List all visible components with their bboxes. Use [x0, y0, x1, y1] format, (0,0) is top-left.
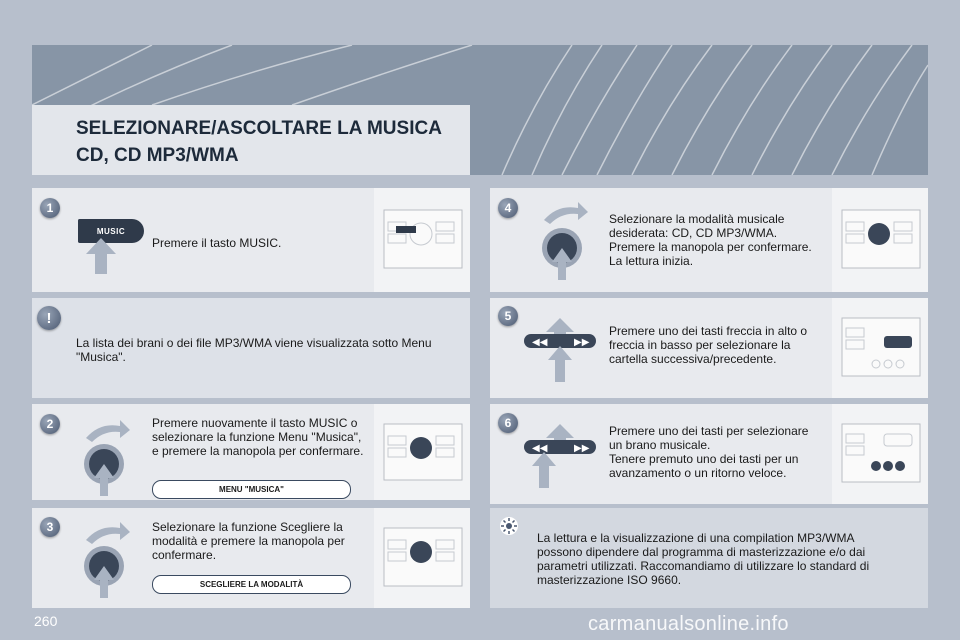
step-1-text: Premere il tasto MUSIC. — [152, 236, 282, 250]
svg-text:▶▶: ▶▶ — [574, 443, 590, 454]
radio-image-1 — [374, 188, 470, 292]
page-number: 260 — [34, 613, 58, 629]
rotary-knob-icon — [78, 418, 134, 496]
warning-badge: ! — [37, 306, 61, 330]
arrow-keys-icon — [520, 424, 600, 488]
step-6-badge: 6 — [498, 413, 518, 433]
radio-image-6 — [832, 404, 928, 504]
radio-image-4 — [832, 188, 928, 292]
step-4-text: Selezionare la modalità musicale desiderata: CD, CD MP3/WMA. Premere la manopola per confermare. La lettura inizia. — [609, 212, 812, 268]
page-title: SELEZIONARE/ASCOLTARE LA MUSICA — [76, 118, 442, 139]
rotary-knob-icon — [536, 200, 592, 280]
page-subtitle: CD, CD MP3/WMA — [76, 145, 239, 166]
step-5-badge: 5 — [498, 306, 518, 326]
svg-text:▶▶: ▶▶ — [574, 337, 590, 348]
step-2-text: Premere nuovamente il tasto MUSIC o selezionare la funzione Menu "Musica", e premere la manopola per confermare. — [152, 416, 364, 458]
radio-panel-icon — [832, 404, 928, 504]
radio-image-2 — [374, 404, 470, 500]
step-4-badge: 4 — [498, 198, 518, 218]
radio-image-5 — [832, 298, 928, 398]
menu-musica-label: MENU "MUSICA" — [152, 480, 351, 499]
radio-panel-icon — [374, 188, 470, 292]
radio-panel-icon — [832, 298, 928, 398]
step-1-badge: 1 — [40, 198, 60, 218]
step-5-text: Premere uno dei tasti freccia in alto o freccia in basso per selezionare la cartella successiva/precedente. — [609, 324, 808, 366]
svg-text:◀◀: ◀◀ — [532, 337, 548, 348]
step-6-text: Premere uno dei tasti per selezionare un brano musicale. Tenere premuto uno dei tasti per un avanzamento o un ritorno veloce. — [609, 424, 809, 480]
radio-image-3 — [374, 508, 470, 608]
step-3-badge: 3 — [40, 517, 60, 537]
warning-text: La lista dei brani o dei file MP3/WMA viene visualizzata sotto Menu "Musica". — [76, 336, 432, 364]
step-3-text: Selezionare la funzione Scegliere la modalità e premere la manopola per confermare. — [152, 520, 345, 562]
radio-panel-icon — [374, 404, 470, 500]
watermark: carmanualsonline.info — [588, 613, 789, 635]
radio-panel-icon — [832, 188, 928, 292]
scegliere-modalita-label: SCEGLIERE LA MODALITÀ — [152, 575, 351, 594]
svg-text:◀◀: ◀◀ — [532, 443, 548, 454]
rotary-knob-icon — [78, 520, 134, 598]
music-button-icon: MUSIC — [78, 219, 144, 243]
tip-text: La lettura e la visualizzazione di una compilation MP3/WMA possono dipendere dal programma di masterizzazione e/o dai parametri utilizzati. Raccomandiamo di utilizzare lo standard di masterizzazione ISO 9660. — [537, 531, 870, 587]
arrow-up-icon — [86, 238, 116, 274]
sun-tip-icon — [498, 515, 520, 537]
arrow-keys-icon — [520, 318, 600, 382]
step-2-badge: 2 — [40, 414, 60, 434]
radio-panel-icon — [374, 508, 470, 608]
